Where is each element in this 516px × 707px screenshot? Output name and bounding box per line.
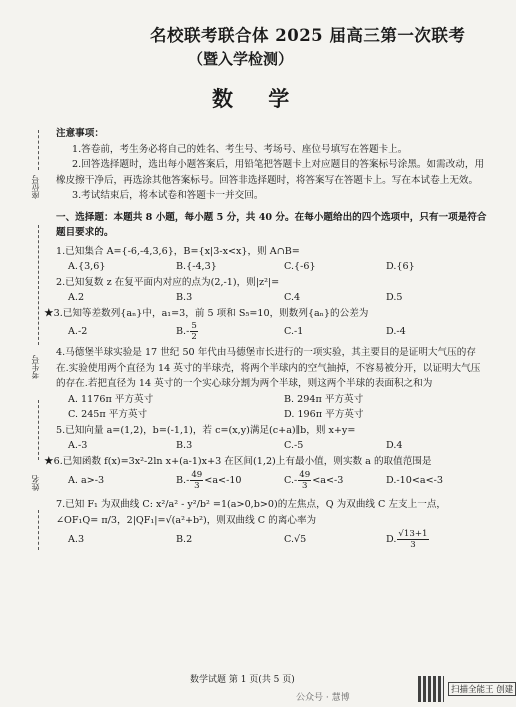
fraction: $\frac{49}{3}$ [191,470,203,491]
page-footer: 数学试题 第 1 页(共 5 页) [190,675,295,685]
options [56,392,488,408]
qr-code-icon [418,676,444,702]
options [56,528,488,552]
question-2 [56,275,488,306]
question-stem: ★3.已知等差数列{aₙ}中，a₁=3，前 5 项和 S₅=10，则数列{aₙ}的公差为 [44,307,369,319]
option-b: B. 294π 平方英寸 [284,393,364,405]
question-stem: 4.马德堡半球实验是 17 世纪 50 年代由马德堡市长进行的一项实验，其主要目的是证明大气压的存在.实验使用两个直径为 14 英寸的半球壳，将两个半球内的空气抽掉，不容易被分开，以证明大气压的存在.若把直径为 14 英寸的一个实心球分割为两个半球，则这两个半球的表面积之和为 [56,347,481,389]
note-item: 1.答卷前，考生务必将自己的姓名、考生号、考场号、座位号填写在答题卡上。 [72,143,408,155]
option-c: C.{-6} [284,261,316,272]
option-b: B.3 [176,440,193,451]
question-3 [44,306,488,344]
cut-line [38,400,40,460]
option-d: D.5 [386,292,403,303]
option-a: A.2 [68,292,85,303]
name-label: 姓名 [31,475,40,491]
option-d: D.4 [386,440,403,451]
scanner-badge: 扫描全能王 创建 [448,682,516,696]
options [56,407,488,423]
option-a: A.3 [68,534,85,545]
fraction: $\frac{5}{2}$ [191,321,197,342]
question-stem: 1.已知集合 A={-6,-4,3,6}，B={x|3-x<x}，则 A∩B= [56,245,300,257]
notes-heading: 注意事项： [56,128,104,139]
note-item: 2.回答选择题时，选出每小题答案后，用铅笔把答题卡上对应题目的答案标号涂黑。如需改动，用橡皮擦干净后，再选涂其他答案标号。回答非选择题时，将答案写在答题卡上。写在本试卷上无效。 [56,159,485,186]
option-c: C.- $\frac{49}{3}$ <a<-3 [284,470,344,491]
option-a: A. 1176π 平方英寸 [68,393,154,405]
option-c: C.-1 [284,326,304,337]
question-6 [44,454,488,494]
option-d: D. $\frac{√13+1}{3}$ [386,529,428,550]
section-heading: 一、选择题：本题共 8 小题，每小题 5 分，共 40 分。在每小题给出的四个选项中，只有一项是符合题目要求的。 [56,211,487,238]
option-a: A.-3 [68,440,88,451]
cut-line [38,130,40,170]
option-d: D.-4 [386,326,406,337]
watermark: 公众号 · 慧博 [296,693,350,703]
option-a: A.-2 [68,326,88,337]
options [56,290,488,306]
option-a: A. a>-3 [68,475,105,486]
question-stem: 5.已知向量 a=(1,2)，b=(-1,1)，若 c=(x,y)满足(c+a)∥b，则 x+y= [56,424,356,436]
question-stem: 7.已知 F₁ 为双曲线 C: x²/a² - y²/b² =1(a>0,b>0)的左焦点，Q 为双曲线 C 左支上一点，∠OF₁Q= π/3，2|QF₁|=√(a²+b²)，则双曲线 C 的离心率为 [56,499,447,526]
fraction: $\frac{49}{3}$ [299,470,311,491]
question-1 [56,244,488,275]
option-b: B.2 [176,534,193,545]
seat-label: 座位号 [31,175,40,199]
question-5 [56,423,488,454]
subject-title: 数 学 [212,86,304,111]
exam-number-label: 考生号 [31,355,40,379]
exam-title: 名校联考联合体 2025 届高三第一次联考 [150,26,466,45]
option-c: C.4 [284,292,301,303]
cut-line [38,225,40,345]
question-4 [56,345,488,423]
option-a: A.{3,6} [68,261,106,272]
option-b: B.{-4,3} [176,261,217,272]
option-c: C.√5 [284,534,307,545]
note-item: 3.考试结束后，将本试卷和答题卡一并交回。 [72,190,264,201]
fraction: $\frac{√13+1}{3}$ [398,529,428,550]
question-stem: ★6.已知函数 f(x)=3x²-2ln x+(a-1)x+3 在区间(1,2)上有最小值，则实数 a 的取值范围是 [44,455,432,467]
option-b: B.3 [176,292,193,303]
exam-content [44,126,488,552]
binding-margin [0,0,52,707]
option-c: C. 245π 平方英寸 [68,409,148,420]
options [56,469,488,493]
question-7 [56,497,488,552]
option-d: D. 196π 平方英寸 [284,409,364,420]
option-b: B.- $\frac{5}{2}$ [176,321,197,342]
option-c: C.-5 [284,440,304,451]
options [56,438,488,454]
exam-subtitle: （暨入学检测） [188,50,294,68]
cut-line [38,510,40,550]
options [56,321,488,343]
question-stem: 2.已知复数 z 在复平面内对应的点为(2,-1)，则|z²|= [56,276,280,288]
option-d: D.-10<a<-3 [386,475,443,486]
options [56,259,488,275]
option-b: B.- $\frac{49}{3}$ <a<-10 [176,470,242,491]
option-d: D.{6} [386,261,415,272]
